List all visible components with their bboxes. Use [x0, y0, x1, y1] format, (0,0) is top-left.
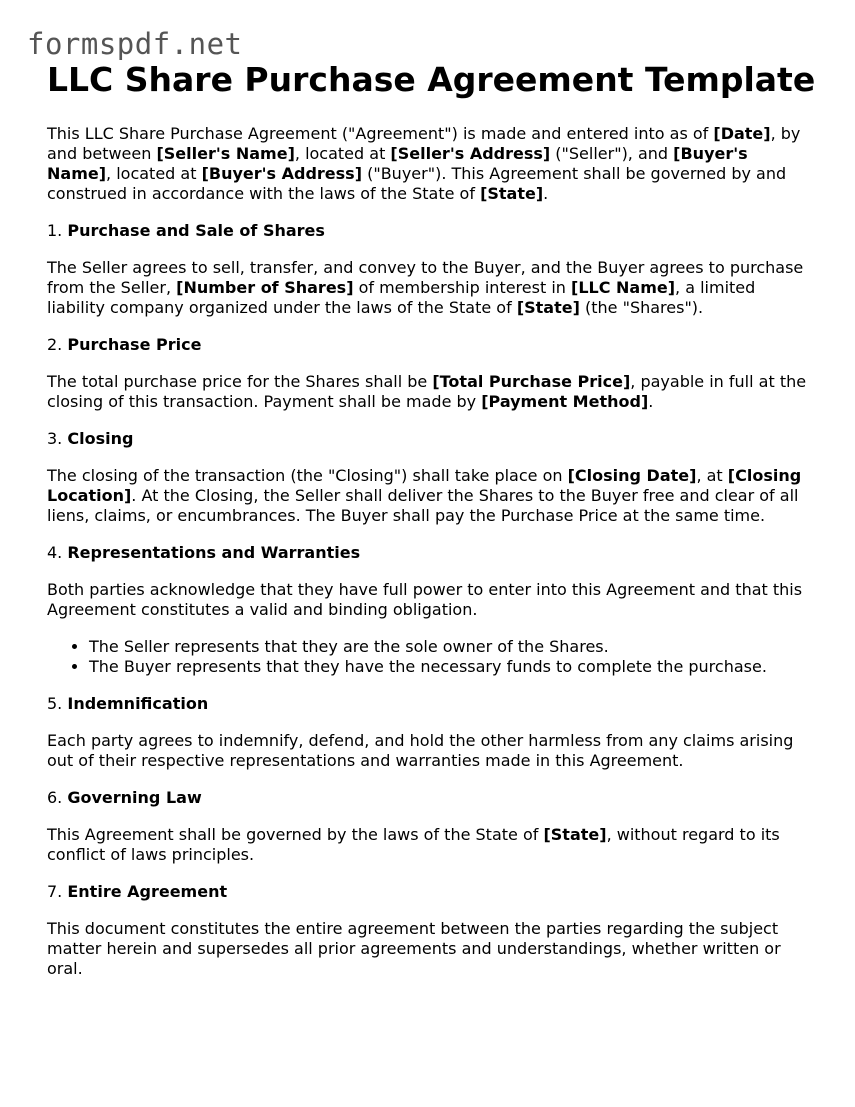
intro-text: .: [543, 184, 549, 203]
intro-text: This LLC Share Purchase Agreement ("Agreement") is made and entered into as of: [47, 124, 714, 143]
section-text: , without regard to its conflict of laws principles.: [47, 825, 780, 864]
placeholder-buyer-address: [Buyer's Address]: [201, 164, 363, 183]
section-title: Purchase Price: [67, 335, 202, 354]
section-body: [47, 258, 817, 318]
section-heading: [47, 221, 817, 241]
section-text: . At the Closing, the Seller shall deliver the Shares to the Buyer free and clear of all liens, claims, or encumbrances. The Buyer shall pay the Purchase Price at the same time.: [47, 486, 799, 525]
section-number: 4.: [47, 543, 68, 562]
section-number: 7.: [47, 882, 68, 901]
placeholder-buyer-name: [Buyer's Name]: [47, 144, 748, 183]
section-title: Governing Law: [67, 788, 202, 807]
section-body: [47, 466, 817, 526]
section-heading: [47, 429, 817, 449]
document-page: [47, 60, 817, 979]
section-number: 2.: [47, 335, 68, 354]
section-title: Entire Agreement: [67, 882, 228, 901]
section-title: Closing: [67, 429, 134, 448]
section-number: 5.: [47, 694, 68, 713]
list-item: • The Seller represents that they are the sole owner of the Shares.: [89, 637, 817, 657]
section-text: This document constitutes the entire agreement between the parties regarding the subject matter herein and supersedes all prior agreements and understandings, whether written or oral.: [47, 919, 781, 978]
section-text: The closing of the transaction (the "Closing") shall take place on: [47, 466, 568, 485]
section-text: of membership interest in: [353, 278, 571, 297]
section-heading: [47, 694, 817, 714]
section-text: Each party agrees to indemnify, defend, and hold the other harmless from any claims arising out of their respective representations and warranties made in this Agreement.: [47, 731, 794, 770]
placeholder-number-of-shares: [Number of Shares]: [176, 278, 354, 297]
section-text: The total purchase price for the Shares shall be: [47, 372, 433, 391]
placeholder-seller-address: [Seller's Address]: [390, 144, 551, 163]
section-title: Representations and Warranties: [67, 543, 361, 562]
section-heading: [47, 543, 817, 563]
placeholder-llc-name: [LLC Name]: [571, 278, 676, 297]
intro-paragraph: [47, 124, 817, 204]
section-number: 6.: [47, 788, 68, 807]
section-body: [47, 825, 817, 865]
section-title: Indemnification: [67, 694, 209, 713]
section-body: [47, 919, 817, 979]
section-body: [47, 731, 817, 771]
list-item: • The Buyer represents that they have the necessary funds to complete the purchase.: [89, 657, 817, 677]
section-text: This Agreement shall be governed by the laws of the State of: [47, 825, 544, 844]
section-text: Both parties acknowledge that they have full power to enter into this Agreement and that this Agreement constitutes a valid and binding obligation.: [47, 580, 803, 619]
section-text: The Seller agrees to sell, transfer, and convey to the Buyer, and the Buyer agrees to purchase from the Seller,: [47, 258, 804, 297]
section-number: 1.: [47, 221, 68, 240]
placeholder-state: [State]: [480, 184, 544, 203]
placeholder-state: [State]: [543, 825, 607, 844]
section-text: , payable in full at the closing of this transaction. Payment shall be made by: [47, 372, 807, 411]
section-heading: [47, 335, 817, 355]
placeholder-state: [State]: [516, 298, 580, 317]
intro-text: ("Seller"), and: [550, 144, 674, 163]
placeholder-total-purchase-price: [Total Purchase Price]: [432, 372, 631, 391]
section-text: .: [648, 392, 654, 411]
section-body: [47, 372, 817, 412]
intro-text: , located at: [106, 164, 202, 183]
document-title: LLC Share Purchase Agreement Template: [47, 60, 816, 99]
intro-text: ("Buyer"). This Agreement shall be governed by and construed in accordance with the laws of the State of: [47, 164, 787, 203]
placeholder-date: [Date]: [713, 124, 771, 143]
section-text: , a limited liability company organized under the laws of the State of: [47, 278, 756, 317]
section-title: Purchase and Sale of Shares: [67, 221, 325, 240]
placeholder-payment-method: [Payment Method]: [481, 392, 649, 411]
section-heading: [47, 882, 817, 902]
section-number: 3.: [47, 429, 68, 448]
intro-text: , by and between: [47, 124, 801, 163]
placeholder-closing-location: [Closing Location]: [47, 466, 802, 505]
placeholder-seller-name: [Seller's Name]: [156, 144, 295, 163]
section-body: [47, 580, 817, 620]
bullet-list: [47, 637, 817, 677]
placeholder-closing-date: [Closing Date]: [567, 466, 697, 485]
intro-text: , located at: [294, 144, 391, 163]
section-text: (the "Shares").: [579, 298, 704, 317]
section-heading: [47, 788, 817, 808]
watermark: formspdf.net: [27, 27, 243, 61]
section-text: , at: [696, 466, 728, 485]
